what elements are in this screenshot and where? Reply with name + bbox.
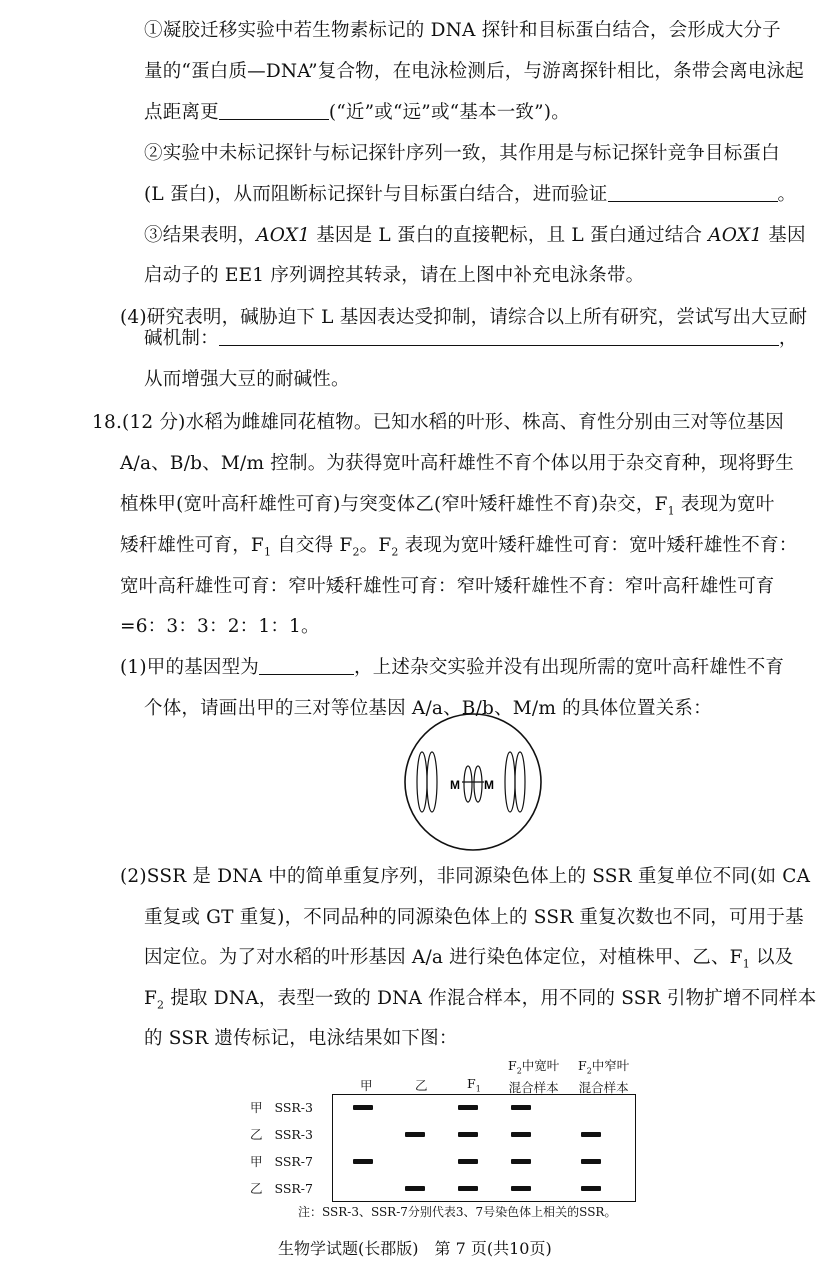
gel-band bbox=[458, 1186, 478, 1191]
gel-row-marker: SSR-7 bbox=[270, 1181, 313, 1196]
gel-row-source: 乙 bbox=[250, 1181, 263, 1196]
gel-row-label bbox=[250, 1152, 313, 1170]
chromosome-2b bbox=[515, 752, 525, 812]
q17-s4-line3: 从而增强大豆的耐碱性。 bbox=[144, 369, 350, 390]
q17-p1-line3: 点距离更 (“近”或“远”或“基本一致”)。 bbox=[144, 102, 570, 123]
q18-stem-line5: 宽叶高秆雄性可育：窄叶矮秆雄性可育：窄叶矮秆雄性不育：窄叶高秆雄性可育 bbox=[120, 576, 775, 597]
answer-blank-genotype[interactable] bbox=[259, 656, 354, 675]
chromosome-1a bbox=[417, 752, 427, 812]
q17-p3-line1: ③结果表明，AOX1 基因是 L 蛋白的直接靶标，且 L 蛋白通过结合 AOX1 基因 bbox=[144, 225, 806, 246]
gene-label-m-left: M bbox=[450, 778, 460, 792]
q17-p1-line2: 量的“蛋白质—DNA”复合物，在电泳检测后，与游离探针相比，条带会离电泳起 bbox=[144, 61, 804, 82]
gel-band bbox=[511, 1186, 531, 1191]
chromosome-3b bbox=[474, 766, 482, 802]
gene-label-m-right: M bbox=[484, 778, 494, 792]
gel-band bbox=[458, 1105, 478, 1110]
gel-band bbox=[511, 1132, 531, 1137]
q17-s4-line1: (4)研究表明，碱胁迫下 L 基因表达受抑制，请综合以上所有研究，尝试写出大豆耐 bbox=[120, 307, 808, 328]
answer-blank-2[interactable] bbox=[608, 183, 778, 202]
gel-col-f2-narrow: $F_2$中窄叶 混合样本 bbox=[578, 1058, 630, 1095]
gel-col-yi: 乙 bbox=[415, 1078, 428, 1093]
q18-s2-line3: 因定位。为了对水稻的叶形基因 A/a 进行染色体定位，对植株甲、乙、$F_1$ 以及 bbox=[144, 947, 794, 971]
gel-row-marker: SSR-7 bbox=[270, 1154, 313, 1169]
page-footer: 生物学试题(长郡版) 第 7 页(共10页) bbox=[278, 1239, 552, 1258]
gel-row-marker: SSR-3 bbox=[270, 1127, 313, 1142]
q18-stem-line3: 植株甲(宽叶高秆雄性可育)与突变体乙(窄叶矮秆雄性不育)杂交，$F_1$ 表现为宽叶 bbox=[120, 494, 775, 518]
gel-row-source: 甲 bbox=[250, 1100, 263, 1115]
q17-p2-line1: ②实验中未标记探针与标记探针序列一致，其作用是与标记探针竞争目标蛋白 bbox=[144, 143, 780, 164]
cell-diagram[interactable] bbox=[395, 712, 555, 852]
gel-band bbox=[405, 1186, 425, 1191]
gel-row-source: 乙 bbox=[250, 1127, 263, 1142]
gel-band bbox=[581, 1159, 601, 1164]
q17-p3-line2: 启动子的 EE1 序列调控其转录，请在上图中补充电泳条带。 bbox=[144, 265, 645, 286]
gel-note: 注：SSR-3、SSR-7分别代表3、7号染色体上相关的SSR。 bbox=[298, 1205, 617, 1219]
q17-s4-line2: 碱机制： ， bbox=[144, 328, 798, 349]
q18-s2-line5: 的 SSR 遗传标记，电泳结果如下图： bbox=[144, 1028, 458, 1049]
gel-row-marker: SSR-3 bbox=[270, 1100, 313, 1115]
gel-band bbox=[511, 1159, 531, 1164]
chromosome-2a bbox=[505, 752, 515, 812]
q18-s2-line1: (2)SSR 是 DNA 中的简单重复序列，非同源染色体上的 SSR 重复单位不同(如 CA bbox=[120, 866, 811, 887]
gel-band bbox=[353, 1159, 373, 1164]
q18-stem-line6: =6：3：3：2：1：1。 bbox=[120, 616, 320, 637]
answer-blank-3[interactable] bbox=[219, 327, 779, 346]
gel-col-f2-wide: $F_2$中宽叶 混合样本 bbox=[508, 1058, 560, 1095]
gel-band bbox=[581, 1132, 601, 1137]
gel-band bbox=[353, 1105, 373, 1110]
gel-col-jia: 甲 bbox=[360, 1078, 373, 1093]
gel-row-source: 甲 bbox=[250, 1154, 263, 1169]
gel-band bbox=[405, 1132, 425, 1137]
gel-band bbox=[511, 1105, 531, 1110]
q18-s1-line2: 个体，请画出甲的三对等位基因 A/a、B/b、M/m 的具体位置关系： bbox=[144, 698, 712, 719]
q17-p2-line2: (L 蛋白)，从而阻断标记探针与目标蛋白结合，进而验证 。 bbox=[144, 184, 797, 205]
gel-row-label bbox=[250, 1125, 313, 1143]
gel-box bbox=[332, 1094, 636, 1202]
q18-stem-line2: A/a、B/b、M/m 控制。为获得宽叶高秆雄性不育个体以用于杂交育种，现将野生 bbox=[120, 453, 794, 474]
gel-row-label bbox=[250, 1179, 313, 1197]
q18-s1-line1: (1)甲的基因型为 ，上述杂交实验并没有出现所需的宽叶高秆雄性不育 bbox=[120, 657, 785, 678]
chromosome-1b bbox=[427, 752, 437, 812]
q17-p1-line1: ①凝胶迁移实验中若生物素标记的 DNA 探针和目标蛋白结合，会形成大分子 bbox=[144, 20, 781, 41]
q18-stem-line4: 矮秆雄性可育，$F_1$ 自交得 $F_2$。$F_2$ 表现为宽叶矮秆雄性可育：宽叶矮秆雄性不育： bbox=[120, 535, 798, 559]
q18-s2-line2: 重复或 GT 重复)，不同品种的同源染色体上的 SSR 重复次数也不同，可用于基 bbox=[144, 907, 804, 928]
gel-band bbox=[458, 1159, 478, 1164]
gel-band bbox=[581, 1186, 601, 1191]
gel-band bbox=[458, 1132, 478, 1137]
q18-s2-line4: $F_2$ 提取 DNA，表型一致的 DNA 作混合样本，用不同的 SSR 引物扩增不同样本 bbox=[144, 988, 816, 1012]
q18-stem-line1: 18.(12 分)水稻为雌雄同花植物。已知水稻的叶形、株高、育性分别由三对等位基因 bbox=[92, 412, 784, 433]
answer-blank-1[interactable] bbox=[219, 101, 329, 120]
chromosome-3a bbox=[464, 766, 472, 802]
gel-row-label bbox=[250, 1098, 313, 1116]
gel-figure bbox=[250, 1058, 690, 1208]
gel-col-f1: $F_1$ bbox=[467, 1076, 481, 1094]
